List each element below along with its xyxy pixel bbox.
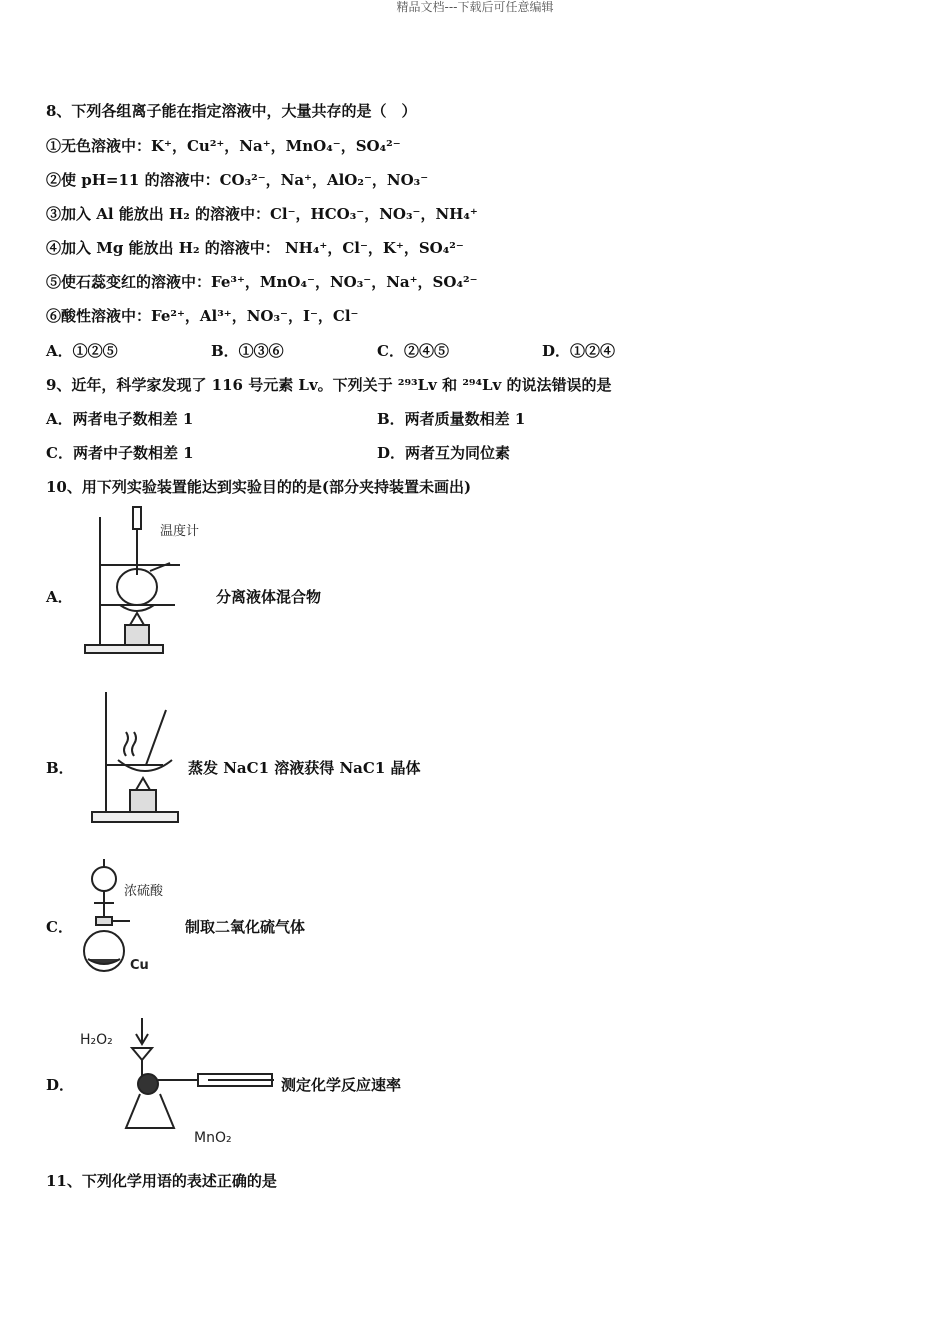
item-text: 无色溶液中：K⁺，Cu²⁺，Na⁺，MnO₄⁻，SO₄²⁻ bbox=[61, 137, 401, 155]
q10-option-a-letter[interactable]: A． bbox=[46, 588, 73, 606]
page-header: 精品文档---下载后可任意编辑 bbox=[396, 0, 554, 14]
q8-item-2 bbox=[46, 170, 428, 190]
q9-option-c[interactable]: C．两者中子数相差 1 bbox=[46, 444, 194, 462]
q8-option-b[interactable]: B．①③⑥ bbox=[211, 342, 284, 360]
q8-item-6 bbox=[46, 306, 358, 326]
item-number: ④ bbox=[46, 239, 62, 257]
q10-option-c-caption: 制取二氧化硫气体 bbox=[185, 918, 306, 936]
reaction-rate-apparatus-figure bbox=[78, 1016, 278, 1146]
q8-option-a[interactable]: A．①②⑤ bbox=[46, 342, 118, 360]
thermometer-label: 温度计 bbox=[160, 524, 200, 539]
item-number: ⑥ bbox=[46, 307, 62, 325]
item-number: ① bbox=[46, 137, 62, 155]
q11-stem: 11、下列化学用语的表述正确的是 bbox=[46, 1172, 277, 1190]
q10-option-d-caption: 测定化学反应速率 bbox=[281, 1076, 402, 1094]
item-text: 使石蕊变红的溶液中：Fe³⁺，MnO₄⁻，NO₃⁻，Na⁺，SO₄²⁻ bbox=[61, 273, 478, 291]
conc-sulfuric-acid-label: 浓硫酸 bbox=[124, 884, 164, 899]
q8-item-1 bbox=[46, 136, 401, 156]
distillation-apparatus-figure bbox=[80, 505, 220, 657]
h2o2-label: H₂O₂ bbox=[80, 1032, 113, 1048]
item-number: ② bbox=[46, 171, 62, 189]
item-text: 使 pH=11 的溶液中：CO₃²⁻，Na⁺，AlO₂⁻，NO₃⁻ bbox=[61, 171, 429, 189]
q8-option-c[interactable]: C．②④⑤ bbox=[377, 342, 449, 360]
q8-item-4 bbox=[46, 238, 464, 258]
q8-stem: 8、下列各组离子能在指定溶液中，大量共存的是（ ） bbox=[46, 102, 417, 120]
q10-option-b-letter[interactable]: B． bbox=[46, 759, 74, 777]
item-number: ⑤ bbox=[46, 273, 62, 291]
q10-option-d-letter[interactable]: D． bbox=[46, 1076, 75, 1094]
q9-option-a[interactable]: A．两者电子数相差 1 bbox=[46, 410, 194, 428]
q8-item-5 bbox=[46, 272, 478, 292]
item-text: 加入 Mg 能放出 H₂ 的溶液中： NH₄⁺，Cl⁻，K⁺，SO₄²⁻ bbox=[61, 239, 464, 257]
mno2-label: MnO₂ bbox=[194, 1130, 232, 1146]
q10-option-c-letter[interactable]: C． bbox=[46, 918, 73, 936]
q10-stem: 10、用下列实验装置能达到实验目的的是(部分夹持装置未画出) bbox=[46, 478, 472, 496]
q9-option-d[interactable]: D．两者互为同位素 bbox=[377, 444, 511, 462]
copper-label: Cu bbox=[130, 958, 149, 973]
evaporation-apparatus-figure bbox=[88, 690, 184, 826]
q9-stem: 9、近年，科学家发现了 116 号元素 Lv。下列关于 ²⁹³Lv 和 ²⁹⁴Lv 的说法错误的是 bbox=[46, 376, 612, 394]
q9-option-b[interactable]: B．两者质量数相差 1 bbox=[377, 410, 526, 428]
q8-item-3 bbox=[46, 204, 478, 224]
q10-option-b-caption: 蒸发 NaC1 溶液获得 NaC1 晶体 bbox=[188, 759, 421, 777]
q8-option-d[interactable]: D．①②④ bbox=[542, 342, 616, 360]
item-text: 加入 Al 能放出 H₂ 的溶液中：Cl⁻，HCO₃⁻，NO₃⁻，NH₄⁺ bbox=[61, 205, 478, 223]
so2-generator-figure bbox=[80, 855, 180, 975]
item-text: 酸性溶液中：Fe²⁺，Al³⁺，NO₃⁻，I⁻，Cl⁻ bbox=[61, 307, 359, 325]
item-number: ③ bbox=[46, 205, 62, 223]
q10-option-a-caption: 分离液体混合物 bbox=[216, 588, 322, 606]
